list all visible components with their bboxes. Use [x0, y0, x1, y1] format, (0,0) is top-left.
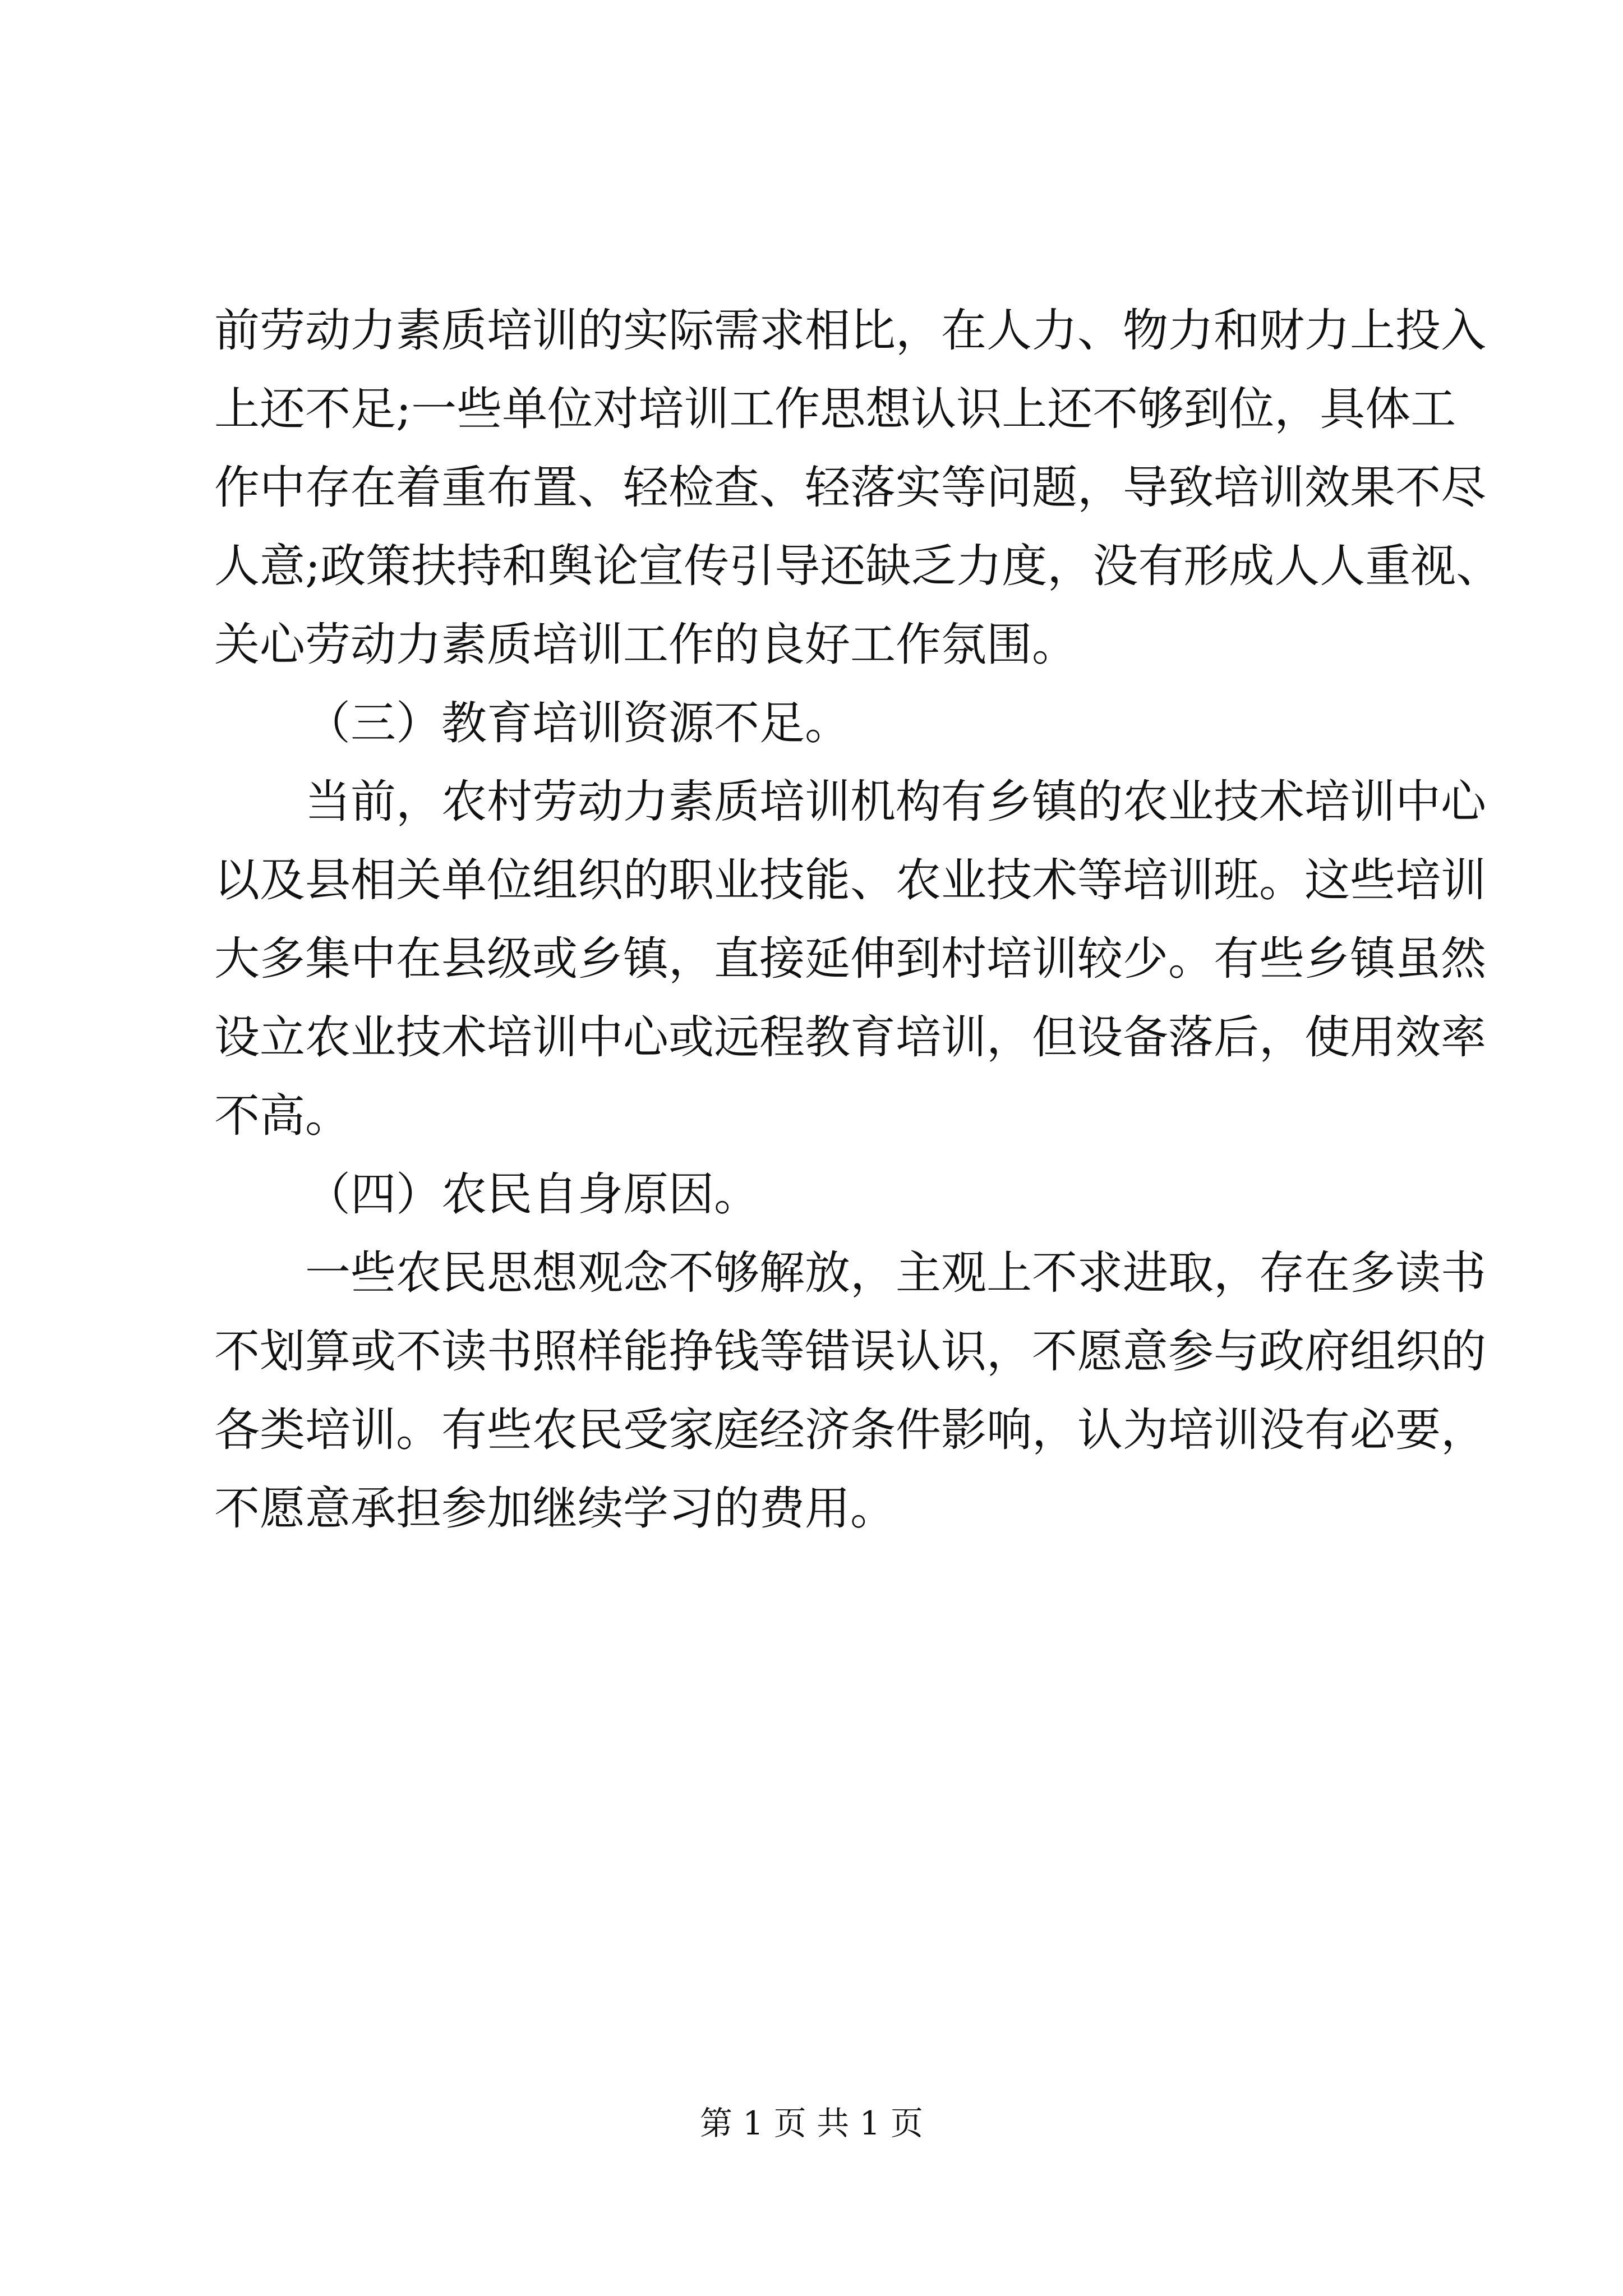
- text-line: 上还不足;一些单位对培训工作思想认识上还不够到位，具体工: [214, 383, 1456, 436]
- text-line: 作中存在着重布置、轻检查、轻落实等问题，导致培训效果不尽: [214, 462, 1487, 514]
- text-line: 人意;政策扶持和舆论宣传引导还缺乏力度，没有形成人人重视、: [214, 540, 1502, 593]
- paragraph-continuation: [214, 292, 1502, 684]
- document-body: [214, 292, 1502, 1548]
- text-line: 大多集中在县级或乡镇，直接延伸到村培训较少。有些乡镇虽然: [214, 933, 1487, 986]
- section-heading-3: （三）教育培训资源不足。: [305, 697, 851, 750]
- text-line: 不高。: [214, 1090, 351, 1143]
- text-line: 不愿意承担参加继续学习的费用。: [214, 1483, 896, 1535]
- text-line: 关心劳动力素质培训工作的良好工作氛围。: [214, 619, 1078, 671]
- paragraph-resources: [214, 763, 1487, 1156]
- paragraph-farmers: [214, 1234, 1487, 1548]
- text-line: 当前，农村劳动力素质培训机构有乡镇的农业技术培训中心: [305, 776, 1487, 829]
- text-line: 前劳动力素质培训的实际需求相比，在人力、物力和财力上投入: [214, 305, 1487, 357]
- text-line: 不划算或不读书照样能挣钱等错误认识，不愿意参与政府组织的: [214, 1326, 1487, 1378]
- text-line: 以及县相关单位组织的职业技能、农业技术等培训班。这些培训: [214, 854, 1487, 907]
- section-heading-4: （四）农民自身原因。: [305, 1168, 760, 1221]
- text-line: 各类培训。有些农民受家庭经济条件影响，认为培训没有必要，: [214, 1404, 1487, 1457]
- text-line: 一些农民思想观念不够解放，主观上不求进取，存在多读书: [305, 1247, 1487, 1300]
- text-line: 设立农业技术培训中心或远程教育培训，但设备落后，使用效率: [214, 1011, 1487, 1064]
- page-footer: 第 1 页 共 1 页: [700, 2104, 923, 2142]
